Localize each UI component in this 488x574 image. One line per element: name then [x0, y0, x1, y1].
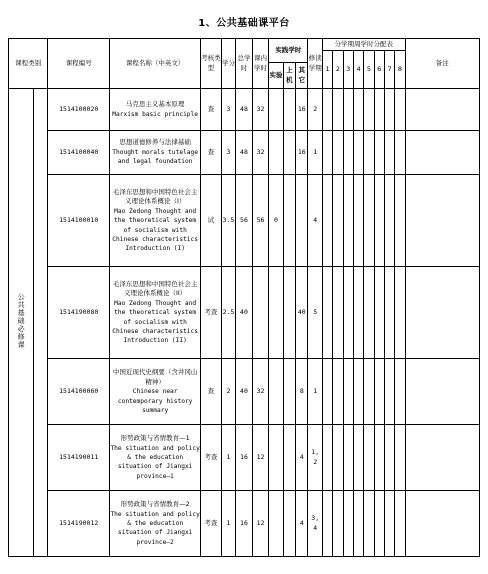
practice-experiment [269, 425, 283, 491]
header-semester: 修读学期 [308, 39, 322, 89]
header-category: 课程类别 [9, 39, 48, 89]
header-practice-experiment: 实验 [269, 63, 283, 89]
assess-type: 查 [201, 89, 222, 131]
practice-other: 8 [296, 359, 308, 425]
course-name-en: Thought morals tutelage [112, 149, 198, 157]
practice-experiment [269, 131, 283, 175]
course-name-en: Chinese near [132, 388, 178, 396]
header-code: 课程编号 [48, 39, 110, 89]
practice-other: 16 [296, 89, 308, 131]
table-row [9, 425, 480, 491]
course-name [110, 89, 201, 131]
semester-col-3: 3 [343, 51, 353, 89]
course-name-en: Mao Zedong Thought and [114, 300, 197, 307]
header-credit: 学分 [221, 39, 235, 89]
total-hours: 48 [236, 131, 253, 175]
remark [405, 491, 479, 557]
remark [405, 359, 479, 425]
course-name-en: the theoretical system [114, 309, 197, 317]
course-name-en: summary [142, 406, 169, 414]
total-hours: 16 [236, 425, 253, 491]
assess-type: 考查 [201, 425, 222, 491]
course-name-cn: 形势政策与省情教育—2 [120, 500, 190, 509]
semester-col-4: 4 [353, 51, 363, 89]
course-name-cn: 中国近现代史纲要（含井冈山精神） [112, 367, 198, 386]
table-row [9, 89, 480, 131]
semester-col-8: 8 [395, 51, 405, 89]
course-name-en: Chinese characteristics [112, 235, 198, 243]
semester-col-1: 1 [322, 51, 332, 89]
assess-type: 考查 [201, 267, 222, 359]
practice-experiment [269, 359, 283, 425]
semester: 1 [308, 131, 322, 175]
practice-other [296, 175, 308, 267]
credit: 1 [221, 425, 235, 491]
class-hours: 12 [252, 491, 269, 557]
practice-computer [283, 89, 295, 131]
semester: 2 [308, 89, 322, 131]
practice-computer [283, 131, 295, 175]
course-name-en: of socialism with [123, 318, 187, 326]
header-class-hours: 课内学时 [252, 39, 269, 89]
semester-col-5: 5 [364, 51, 374, 89]
total-hours: 56 [236, 175, 253, 267]
course-name-en: & the education [127, 520, 184, 528]
class-hours: 32 [252, 359, 269, 425]
course-name-cn: 马克思主义基本原理 [125, 99, 185, 108]
practice-other: 40 [296, 267, 308, 359]
course-name-en: Chinese characteristics [112, 327, 198, 335]
course-name-en: Introduction (II) [123, 337, 187, 345]
semester-col-7: 7 [384, 51, 394, 89]
total-hours: 40 [236, 267, 253, 359]
course-name-en: and legal foundation [117, 158, 193, 166]
course-name-en: situation of Jiangxi [117, 529, 193, 537]
assess-type: 试 [201, 175, 222, 267]
credit: 3.5 [221, 175, 235, 267]
total-hours: 48 [236, 89, 253, 131]
course-code: 1514100010 [48, 175, 110, 267]
course-name-en: the theoretical system [114, 217, 197, 225]
credit: 2.5 [221, 267, 235, 359]
remark [405, 175, 479, 267]
assess-type: 考查 [201, 491, 222, 557]
course-name-en: Introduction (I) [125, 245, 185, 253]
table-row [9, 491, 480, 557]
course-name-en: & the education [127, 454, 184, 462]
course-name [110, 359, 201, 425]
class-hours: 32 [252, 131, 269, 175]
course-name-cn: 形势政策与省情教育—1 [120, 434, 190, 443]
total-hours: 40 [236, 359, 253, 425]
course-name [110, 491, 201, 557]
course-name-en: The situation and policy [110, 444, 200, 452]
practice-experiment [269, 491, 283, 557]
remark [405, 131, 479, 175]
credit: 3 [221, 131, 235, 175]
remark [405, 425, 479, 491]
table-row [9, 359, 480, 425]
course-name-en: Marxism basic principle [112, 110, 198, 118]
assess-type: 查 [201, 131, 222, 175]
semester-col-6: 6 [374, 51, 384, 89]
credit: 2 [221, 359, 235, 425]
practice-computer [283, 267, 295, 359]
credit: 3 [221, 89, 235, 131]
course-code: 1514190012 [48, 491, 110, 557]
course-code: 1514100020 [48, 89, 110, 131]
table-row [9, 175, 480, 267]
class-hours: 32 [252, 89, 269, 131]
semester: 4 [308, 175, 322, 267]
table-row [9, 267, 480, 359]
credit: 1 [221, 491, 235, 557]
header-practice-other: 其它 [296, 63, 308, 89]
semester: 5 [308, 267, 322, 359]
practice-other: 4 [296, 491, 308, 557]
course-name-cn: 思想道德修养与法律基础 [119, 138, 191, 147]
header-total-hours: 总学时 [236, 39, 253, 89]
header-remark: 备注 [405, 39, 479, 89]
course-code: 1514100040 [48, 131, 110, 175]
practice-computer [283, 359, 295, 425]
class-hours: 12 [252, 425, 269, 491]
practice-computer [283, 491, 295, 557]
semester: 1, 2 [308, 425, 322, 491]
course-name [110, 175, 201, 267]
assess-type: 查 [201, 359, 222, 425]
course-table [8, 38, 480, 557]
header-practice: 实践学时 [269, 39, 308, 63]
remark [405, 267, 479, 359]
practice-experiment [269, 89, 283, 131]
practice-computer [283, 425, 295, 491]
header-practice-computer: 上机 [283, 63, 295, 89]
course-name-en: province—2 [136, 538, 174, 546]
course-name-en: contemporary history [117, 397, 193, 405]
total-hours: 16 [236, 491, 253, 557]
practice-experiment: 0 [269, 175, 283, 267]
course-name-en: of socialism with [123, 226, 187, 234]
course-name-en: Mao Zedong Thought and [114, 208, 197, 215]
class-hours [252, 267, 269, 359]
course-name [110, 267, 201, 359]
course-name-en: The situation and policy [110, 510, 200, 518]
course-code: 1514190011 [48, 425, 110, 491]
document-title: 1、公共基础课平台 [198, 18, 290, 29]
remark [405, 89, 479, 131]
semester: 3, 4 [308, 491, 322, 557]
header-assess: 考核类型 [201, 39, 222, 89]
course-name-en: province—1 [136, 472, 174, 480]
category-cell [9, 89, 34, 557]
course-name [110, 425, 201, 491]
practice-experiment [269, 267, 283, 359]
class-hours: 56 [252, 175, 269, 267]
practice-other: 16 [296, 131, 308, 175]
category-spacer [33, 89, 47, 557]
practice-other: 4 [296, 425, 308, 491]
header-semester-distribution: 分学期周学时分配表 [322, 39, 405, 51]
course-code: 1514190080 [48, 267, 110, 359]
course-name-en [110, 462, 200, 471]
semester-col-2: 2 [333, 51, 343, 89]
course-name-cn: 毛泽东思想和中国特色社会主义理论体系概论（II） [112, 279, 198, 298]
course-name-en: situation of Jiangxi [117, 463, 193, 471]
category-label: 公共基础必修课 [17, 292, 26, 349]
course-code: 1514100060 [48, 359, 110, 425]
semester: 1 [308, 359, 322, 425]
course-name [110, 131, 201, 175]
practice-computer [283, 175, 295, 267]
table-row [9, 131, 480, 175]
header-name: 课程名称（中英文） [110, 39, 201, 89]
course-name-cn: 毛泽东思想和中国特色社会主义理论体系概论（I） [112, 187, 198, 206]
